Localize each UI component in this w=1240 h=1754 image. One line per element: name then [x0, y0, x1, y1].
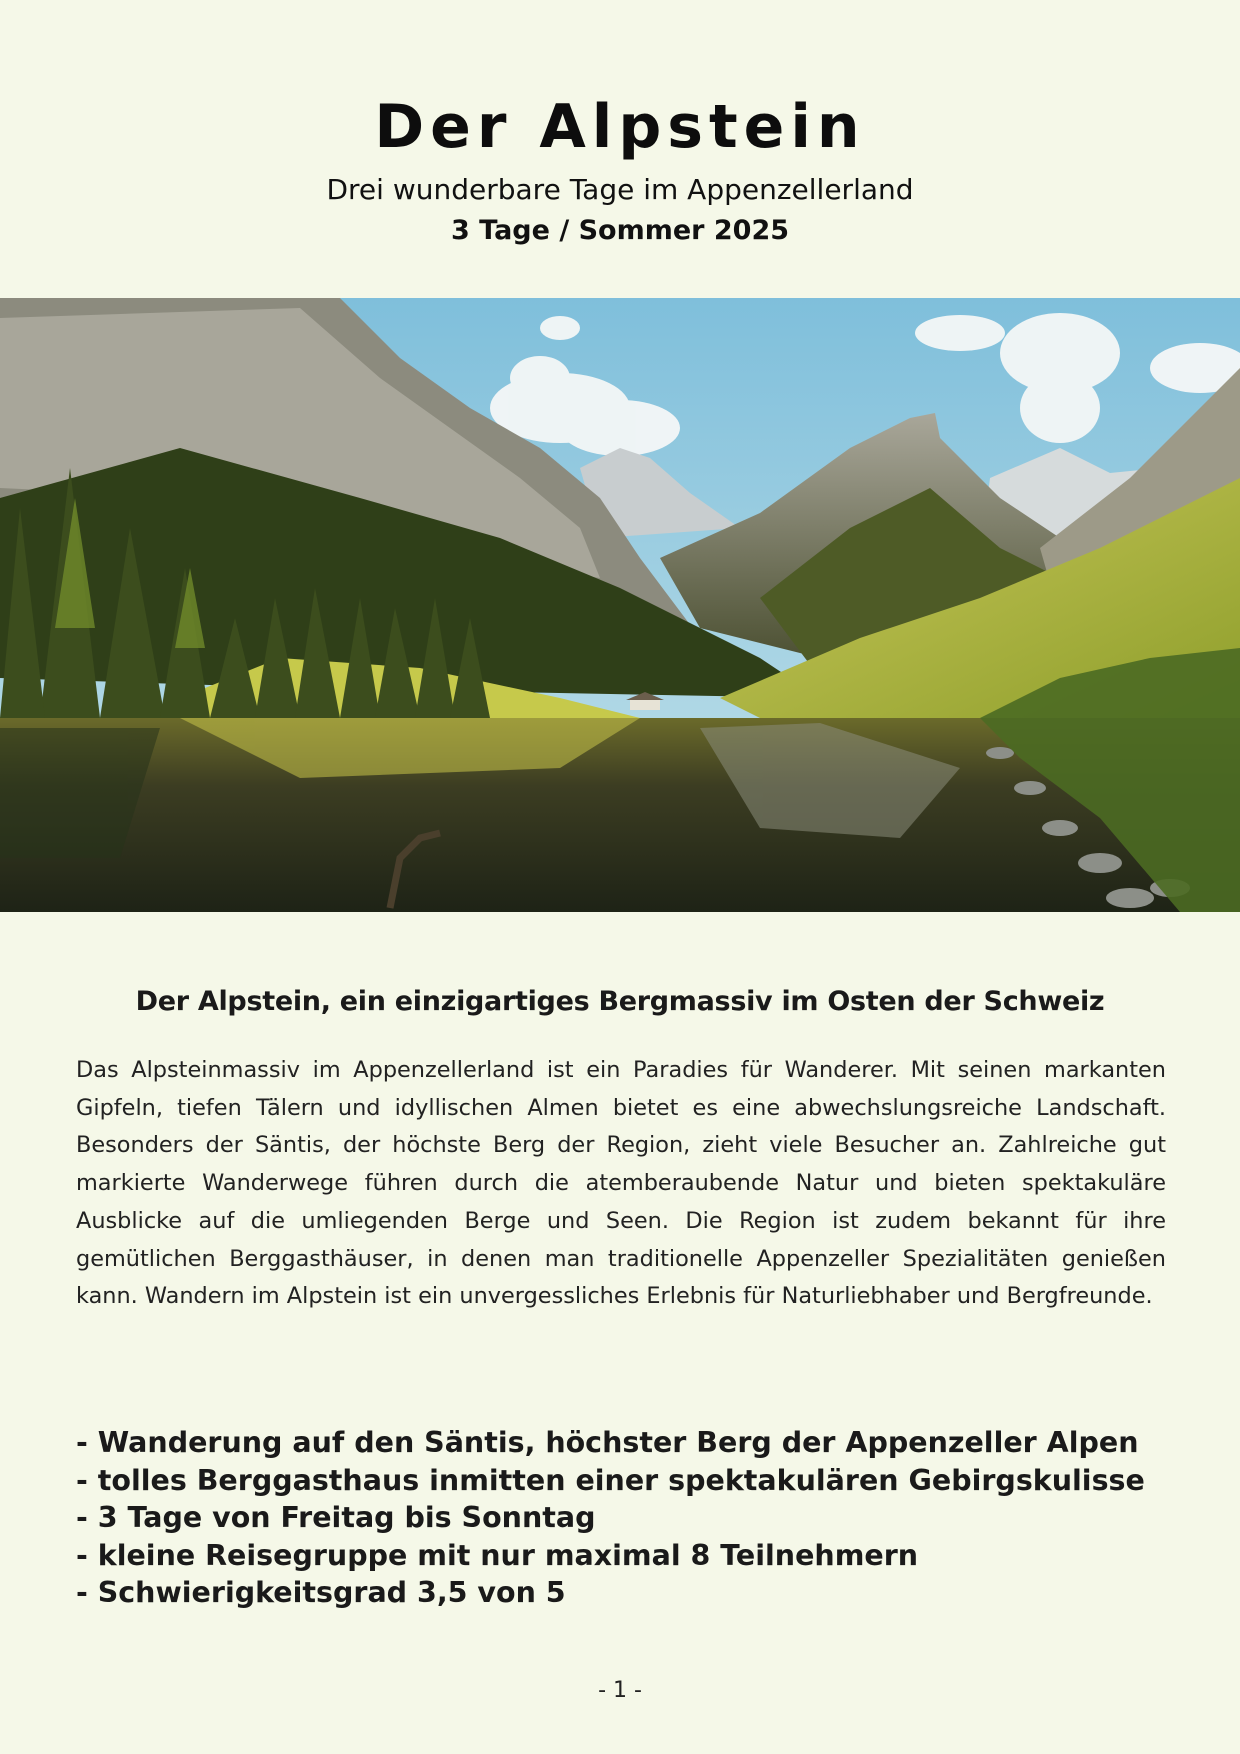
highlight-item: - kleine Reisegruppe mit nur maximal 8 Teilnehmern	[76, 1538, 919, 1572]
mountain-lake-photo-icon	[0, 298, 1240, 912]
highlight-item: - 3 Tage von Freitag bis Sonntag	[76, 1501, 596, 1534]
highlight-item: - Schwierigkeitsgrad 3,5 von 5	[76, 1576, 566, 1609]
intro-heading: Der Alpstein, ein einzigartiges Bergmassiv im Osten der Schweiz	[135, 986, 1105, 1017]
page-subtitle: Drei wunderbare Tage im Appenzellerland	[326, 173, 914, 206]
intro-paragraph: Das Alpsteinmassiv im Appenzellerland ist ein Paradies für Wanderer. Mit seinen markanten Gipfeln, tiefen Tälern und idyllischen Almen bietet es eine abwechslungsreiche Landschaft. Besonders der Säntis, der höchste Berg der Region, zieht viele Besucher an. Zahlreiche gut markierte Wanderwege führen durch die atemberaubende Natur und bieten spektakuläre Ausblicke auf die umliegenden Berge und Seen. Die Region ist zudem bekannt für ihre gemütlichen Berggasthäuser, in denen man traditionelle Appenzeller Spezialitäten genießen kann. Wandern im Alpstein ist ein unvergessliches Erlebnis für Naturliebhaber und Bergfreunde.	[76, 1057, 1166, 1310]
highlight-item: - tolles Berggasthaus inmitten einer spektakulären Gebirgskulisse	[76, 1463, 1145, 1497]
trip-duration: 3 Tage / Sommer 2025	[450, 215, 790, 246]
highlight-item: - Wanderung auf den Säntis, höchster Berg der Appenzeller Alpen	[76, 1426, 1139, 1459]
page-title: Der Alpstein	[374, 92, 866, 162]
trip-highlights-list	[76, 1424, 1176, 1612]
page-number: - 1 -	[598, 1678, 642, 1703]
hero-landscape-image	[0, 298, 1240, 912]
